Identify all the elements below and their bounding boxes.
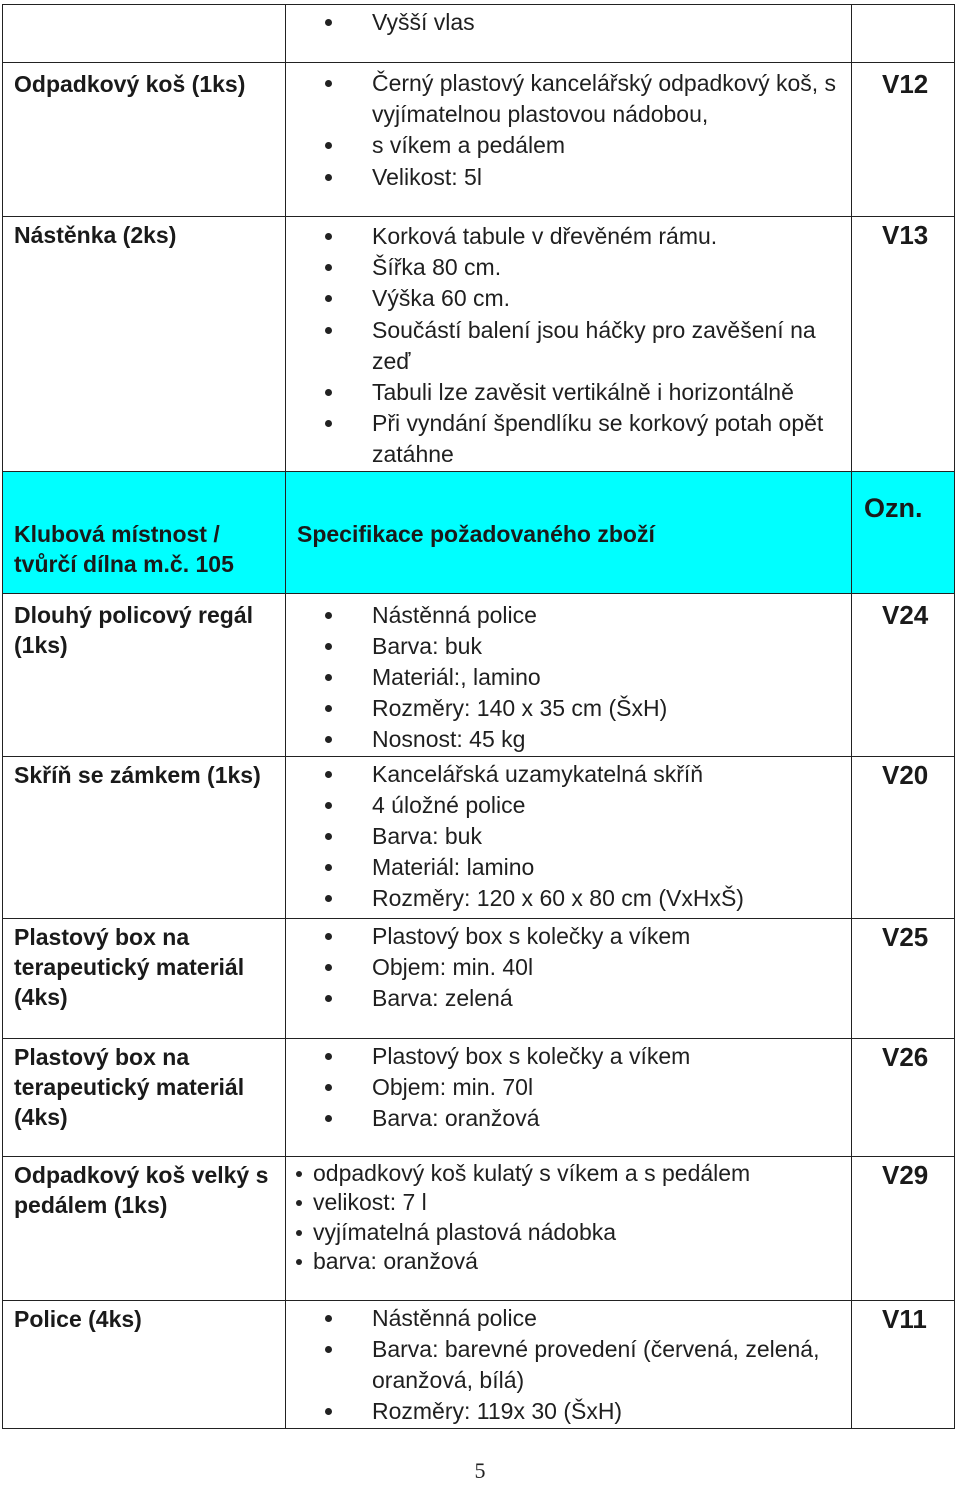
table-row xyxy=(3,918,955,1038)
item-name-cell: Nástěnka (2ks) xyxy=(3,217,286,472)
spec-item: Rozměry: 119x 30 (ŠxH) xyxy=(372,1396,851,1427)
spec-item: Tabuli lze zavěsit vertikálně i horizontálně xyxy=(372,377,851,408)
code-cell: V29 xyxy=(852,1156,955,1300)
code-cell: V26 xyxy=(852,1038,955,1156)
table-row xyxy=(3,1156,955,1300)
spec-item: Černý plastový kancelářský odpadkový koš, s vyjímatelnou plastovou nádobou, xyxy=(372,68,851,130)
spec-item: Korková tabule v dřevěném rámu. xyxy=(372,221,851,252)
spec-item: 4 úložné police xyxy=(372,790,851,821)
spec-item: Barva: buk xyxy=(372,821,851,852)
spec-item: vyjímatelná plastová nádobka xyxy=(313,1218,851,1248)
spec-item: Vyšší vlas xyxy=(372,7,851,38)
table-row xyxy=(3,1300,955,1428)
code-cell: V20 xyxy=(852,756,955,918)
code-cell xyxy=(852,5,955,63)
spec-item: Materiál:, lamino xyxy=(372,662,851,693)
room-header-row xyxy=(3,471,955,593)
table-row xyxy=(3,5,955,63)
spec-item: odpadkový koš kulatý s víkem a s pedálem xyxy=(313,1159,851,1189)
code-cell: V11 xyxy=(852,1300,955,1428)
spec-cell xyxy=(286,63,852,217)
spec-item: Rozměry: 120 x 60 x 80 cm (VxHxŠ) xyxy=(372,883,851,914)
spec-item: barva: oranžová xyxy=(313,1247,851,1277)
code-header-cell: Ozn. xyxy=(852,471,955,593)
spec-item: Objem: min. 70l xyxy=(372,1072,851,1103)
spec-cell xyxy=(286,918,852,1038)
spec-cell xyxy=(286,5,852,63)
spec-cell xyxy=(286,1300,852,1428)
item-name-cell: Dlouhý policový regál (1ks) xyxy=(3,593,286,756)
page-number: 5 xyxy=(474,1458,486,1483)
item-name-cell: Plastový box na terapeutický materiál (4ks) xyxy=(3,1038,286,1156)
spec-cell xyxy=(286,1156,852,1300)
spec-item: Nástěnná police xyxy=(372,1303,851,1334)
code-cell: V25 xyxy=(852,918,955,1038)
spec-item: Výška 60 cm. xyxy=(372,283,851,314)
spec-item: Šířka 80 cm. xyxy=(372,252,851,283)
spec-cell xyxy=(286,593,852,756)
table-row xyxy=(3,217,955,472)
table-row xyxy=(3,756,955,918)
spec-cell xyxy=(286,1038,852,1156)
specification-table xyxy=(2,4,955,1429)
spec-item: Barva: barevné provedení (červená, zelená, oranžová, bílá) xyxy=(372,1334,851,1396)
item-name-cell: Police (4ks) xyxy=(3,1300,286,1428)
spec-item: Barva: zelená xyxy=(372,983,851,1014)
code-cell: V12 xyxy=(852,63,955,217)
code-cell: V13 xyxy=(852,217,955,472)
code-cell: V24 xyxy=(852,593,955,756)
spec-item: Při vyndání špendlíku se korkový potah opět zatáhne xyxy=(372,408,851,470)
table-row xyxy=(3,1038,955,1156)
table-row xyxy=(3,593,955,756)
item-name-cell: Plastový box na terapeutický materiál (4ks) xyxy=(3,918,286,1038)
spec-item: s víkem a pedálem xyxy=(372,130,851,161)
spec-item: velikost: 7 l xyxy=(313,1188,851,1218)
spec-item: Součástí balení jsou háčky pro zavěšení na zeď xyxy=(372,315,851,377)
spec-item: Velikost: 5l xyxy=(372,162,851,193)
spec-item: Barva: oranžová xyxy=(372,1103,851,1134)
spec-item: Kancelářská uzamykatelná skříň xyxy=(372,759,851,790)
spec-item: Materiál: lamino xyxy=(372,852,851,883)
spec-cell xyxy=(286,756,852,918)
spec-item: Rozměry: 140 x 35 cm (ŠxH) xyxy=(372,693,851,724)
spec-item: Plastový box s kolečky a víkem xyxy=(372,921,851,952)
item-name-cell xyxy=(3,5,286,63)
spec-item: Barva: buk xyxy=(372,631,851,662)
spec-item: Nosnost: 45 kg xyxy=(372,724,851,755)
room-name-cell: Klubová místnost / tvůrčí dílna m.č. 105 xyxy=(3,471,286,593)
item-name-cell: Odpadkový koš (1ks) xyxy=(3,63,286,217)
spec-item: Plastový box s kolečky a víkem xyxy=(372,1041,851,1072)
spec-item: Nástěnná police xyxy=(372,600,851,631)
spec-cell xyxy=(286,217,852,472)
spec-header-cell: Specifikace požadovaného zboží xyxy=(286,471,852,593)
table-row xyxy=(3,63,955,217)
item-name-cell: Odpadkový koš velký s pedálem (1ks) xyxy=(3,1156,286,1300)
item-name-cell: Skříň se zámkem (1ks) xyxy=(3,756,286,918)
spec-item: Objem: min. 40l xyxy=(372,952,851,983)
